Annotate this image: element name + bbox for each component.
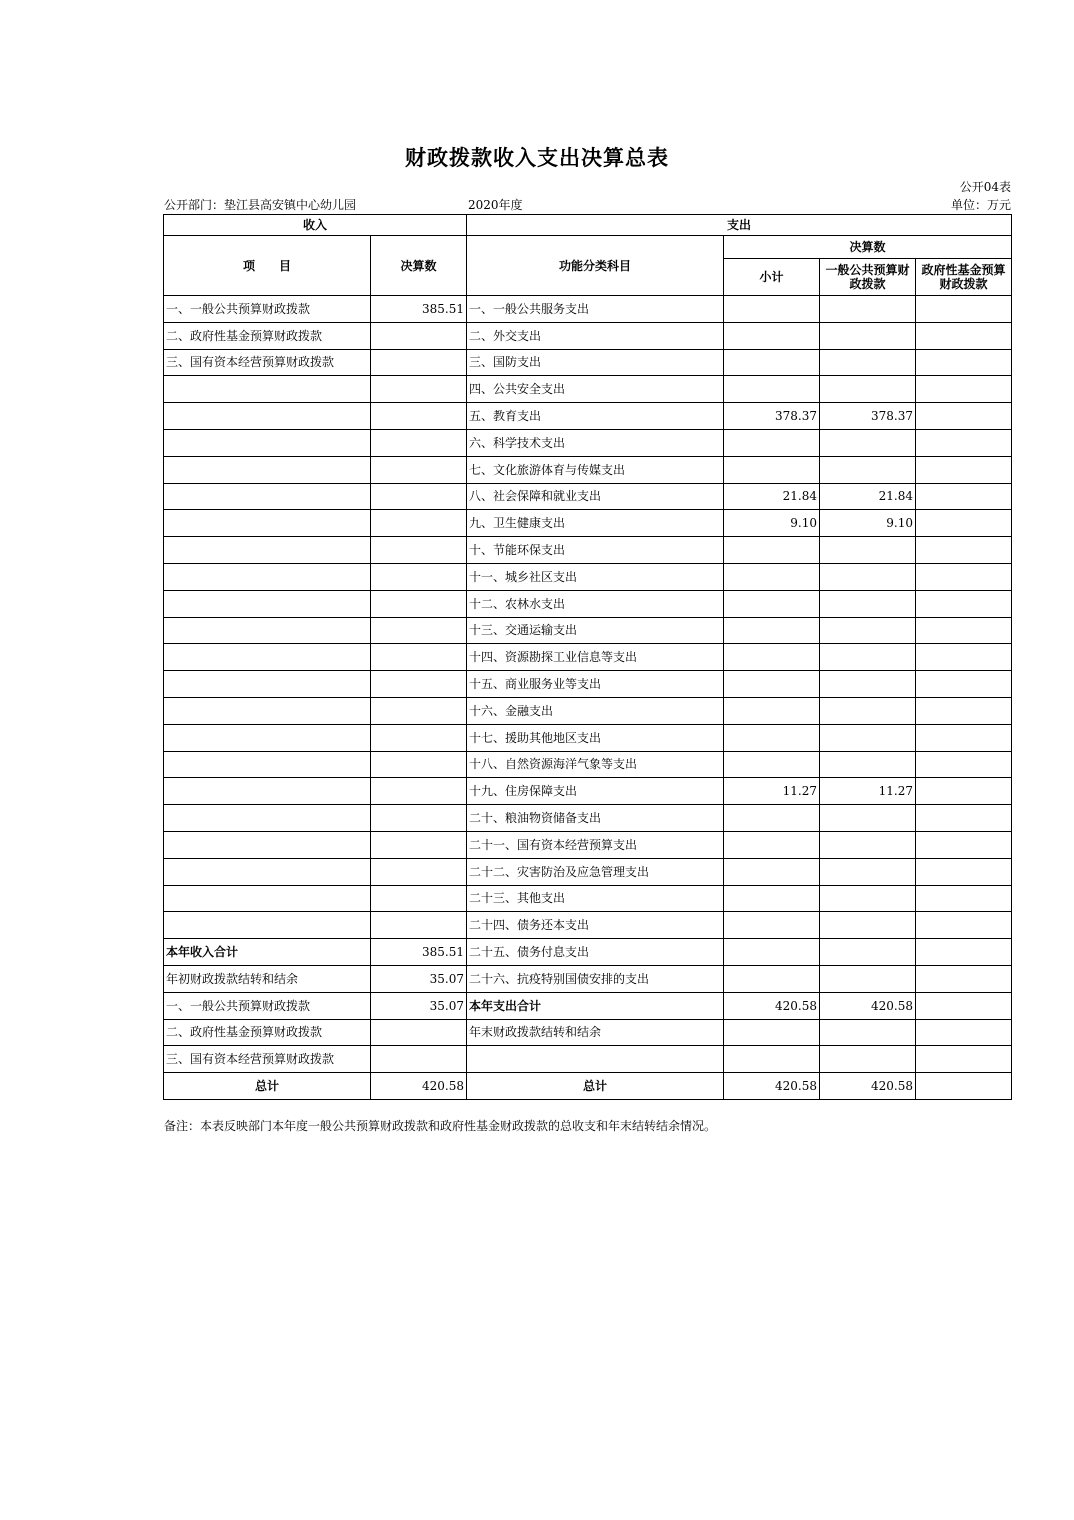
income-item <box>164 617 371 644</box>
expense-general-budget <box>820 751 916 778</box>
expense-subtotal <box>724 617 820 644</box>
unit-label: 单位：万元 <box>950 198 1011 212</box>
income-item: 一、一般公共预算财政拨款 <box>164 296 371 323</box>
expense-item: 九、卫生健康支出 <box>467 510 724 537</box>
income-item: 三、国有资本经营预算财政拨款 <box>164 349 371 376</box>
expense-gov-fund <box>916 510 1012 537</box>
table-row <box>164 724 1012 751</box>
expense-item: 十九、住房保障支出 <box>467 778 724 805</box>
expense-subtotal: 11.27 <box>724 778 820 805</box>
income-item: 二、政府性基金预算财政拨款 <box>164 1019 371 1046</box>
income-item: 本年收入合计 <box>164 939 371 966</box>
expense-gov-fund <box>916 805 1012 832</box>
expense-item: 二十一、国有资本经营预算支出 <box>467 831 724 858</box>
expense-item: 二十二、灾害防治及应急管理支出 <box>467 858 724 885</box>
expense-general-budget <box>820 617 916 644</box>
expense-gov-fund <box>916 563 1012 590</box>
income-item <box>164 885 371 912</box>
income-item <box>164 376 371 403</box>
expense-general-budget <box>820 858 916 885</box>
item-header: 项 目 <box>164 236 371 296</box>
expense-gov-fund <box>916 322 1012 349</box>
expense-header: 支出 <box>467 215 1012 236</box>
income-item <box>164 778 371 805</box>
expense-item: 十二、农林水支出 <box>467 590 724 617</box>
expense-subtotal <box>724 831 820 858</box>
income-amount <box>371 349 467 376</box>
expense-gov-fund <box>916 724 1012 751</box>
income-header: 收入 <box>164 215 467 236</box>
expense-gov-fund <box>916 939 1012 966</box>
expense-item: 二十三、其他支出 <box>467 885 724 912</box>
expense-item: 二、外交支出 <box>467 322 724 349</box>
income-total-label: 总计 <box>164 1073 371 1100</box>
expense-item: 十、节能环保支出 <box>467 537 724 564</box>
expense-gov-fund <box>916 1019 1012 1046</box>
expense-gov-fund <box>916 1046 1012 1073</box>
income-item <box>164 912 371 939</box>
income-amount <box>371 1046 467 1073</box>
income-item: 三、国有资本经营预算财政拨款 <box>164 1046 371 1073</box>
income-amount <box>371 617 467 644</box>
expense-total-label: 总计 <box>467 1073 724 1100</box>
table-row <box>164 1019 1012 1046</box>
income-item <box>164 751 371 778</box>
expense-item: 六、科学技术支出 <box>467 429 724 456</box>
expense-general-budget: 21.84 <box>820 483 916 510</box>
table-row <box>164 349 1012 376</box>
expense-subtotal <box>724 697 820 724</box>
expense-general-budget <box>820 1046 916 1073</box>
expense-item: 年末财政拨款结转和结余 <box>467 1019 724 1046</box>
expense-general-budget <box>820 376 916 403</box>
expense-general-budget <box>820 885 916 912</box>
income-item <box>164 697 371 724</box>
expense-general-budget <box>820 831 916 858</box>
income-amount: 385.51 <box>371 939 467 966</box>
income-amount <box>371 831 467 858</box>
income-item <box>164 644 371 671</box>
table-row <box>164 858 1012 885</box>
func-category-header: 功能分类科目 <box>467 236 724 296</box>
expense-subtotal <box>724 885 820 912</box>
income-item <box>164 590 371 617</box>
table-row <box>164 296 1012 323</box>
expense-subtotal: 9.10 <box>724 510 820 537</box>
expense-general-budget <box>820 697 916 724</box>
expense-general-budget <box>820 912 916 939</box>
income-amount <box>371 456 467 483</box>
expense-gov-fund <box>916 671 1012 698</box>
expense-general-budget <box>820 965 916 992</box>
expense-item: 二十、粮油物资储备支出 <box>467 805 724 832</box>
expense-item: 十一、城乡社区支出 <box>467 563 724 590</box>
expense-subtotal <box>724 456 820 483</box>
expense-subtotal <box>724 912 820 939</box>
expense-total-fund <box>916 1073 1012 1100</box>
expense-general-budget <box>820 1019 916 1046</box>
income-item <box>164 403 371 430</box>
income-amount <box>371 376 467 403</box>
expense-subtotal: 378.37 <box>724 403 820 430</box>
table-row <box>164 617 1012 644</box>
table-row <box>164 510 1012 537</box>
expense-subtotal <box>724 296 820 323</box>
expense-general-budget <box>820 456 916 483</box>
table-row <box>164 537 1012 564</box>
expense-general-budget <box>820 724 916 751</box>
expense-gov-fund <box>916 537 1012 564</box>
expense-gov-fund <box>916 885 1012 912</box>
table-row <box>164 1046 1012 1073</box>
table-row <box>164 992 1012 1019</box>
expense-gov-fund <box>916 376 1012 403</box>
expense-gov-fund <box>916 644 1012 671</box>
table-row <box>164 939 1012 966</box>
expense-subtotal <box>724 322 820 349</box>
table-row <box>164 376 1012 403</box>
expense-subtotal <box>724 724 820 751</box>
expense-subtotal: 21.84 <box>724 483 820 510</box>
income-amount <box>371 403 467 430</box>
expense-item: 一、一般公共服务支出 <box>467 296 724 323</box>
expense-subtotal <box>724 858 820 885</box>
table-row <box>164 697 1012 724</box>
expense-gov-fund <box>916 778 1012 805</box>
expense-general-budget: 9.10 <box>820 510 916 537</box>
expense-general-budget: 11.27 <box>820 778 916 805</box>
expense-general-budget: 378.37 <box>820 403 916 430</box>
table-row <box>164 831 1012 858</box>
department-label: 公开部门：垫江县高安镇中心幼儿园 <box>164 198 357 212</box>
footnote: 备注：本表反映部门本年度一般公共预算财政拨款和政府性基金财政拨款的总收支和年末结转结余情况。 <box>164 1119 717 1133</box>
table-row <box>164 671 1012 698</box>
expense-subtotal <box>724 376 820 403</box>
expense-gov-fund <box>916 483 1012 510</box>
expense-gov-fund <box>916 697 1012 724</box>
subtotal-header: 小计 <box>724 259 820 296</box>
expense-subtotal <box>724 939 820 966</box>
expense-general-budget <box>820 349 916 376</box>
income-amount <box>371 510 467 537</box>
income-item <box>164 456 371 483</box>
expense-gov-fund <box>916 992 1012 1019</box>
income-amount <box>371 483 467 510</box>
expense-item: 十八、自然资源海洋气象等支出 <box>467 751 724 778</box>
expense-gov-fund <box>916 456 1012 483</box>
income-item <box>164 429 371 456</box>
expense-subtotal <box>724 349 820 376</box>
income-item <box>164 805 371 832</box>
income-item <box>164 831 371 858</box>
expense-gov-fund <box>916 429 1012 456</box>
expense-subtotal <box>724 429 820 456</box>
expense-general-budget <box>820 590 916 617</box>
expense-general-budget: 420.58 <box>820 992 916 1019</box>
income-amount <box>371 1019 467 1046</box>
expense-item: 二十四、债务还本支出 <box>467 912 724 939</box>
income-amount <box>371 429 467 456</box>
income-total-amount: 420.58 <box>371 1073 467 1100</box>
expense-gov-fund <box>916 858 1012 885</box>
income-item <box>164 724 371 751</box>
expense-item: 十七、援助其他地区支出 <box>467 724 724 751</box>
income-amount <box>371 805 467 832</box>
income-amount <box>371 671 467 698</box>
expense-subtotal <box>724 537 820 564</box>
expense-gov-fund <box>916 751 1012 778</box>
gov-fund-header: 政府性基金预算财政拨款 <box>916 259 1012 296</box>
expense-general-budget <box>820 644 916 671</box>
expense-gov-fund <box>916 617 1012 644</box>
income-amount <box>371 885 467 912</box>
expense-item: 本年支出合计 <box>467 992 724 1019</box>
expense-subtotal <box>724 751 820 778</box>
income-amount: 385.51 <box>371 296 467 323</box>
expense-item <box>467 1046 724 1073</box>
table-row <box>164 483 1012 510</box>
general-budget-header: 一般公共预算财政拨款 <box>820 259 916 296</box>
expense-general-budget <box>820 296 916 323</box>
expense-subtotal <box>724 563 820 590</box>
table-row <box>164 805 1012 832</box>
income-item <box>164 563 371 590</box>
expense-item: 二十六、抗疫特别国债安排的支出 <box>467 965 724 992</box>
income-item <box>164 483 371 510</box>
expense-subtotal <box>724 1019 820 1046</box>
income-amount <box>371 590 467 617</box>
expense-item: 十六、金融支出 <box>467 697 724 724</box>
header-row-1 <box>164 215 1012 236</box>
expense-gov-fund <box>916 590 1012 617</box>
form-number: 公开04表 <box>959 180 1011 194</box>
expense-amount-group-header: 决算数 <box>724 236 1012 259</box>
table-row <box>164 912 1012 939</box>
expense-total-subtotal: 420.58 <box>724 1073 820 1100</box>
table-row <box>164 429 1012 456</box>
fiscal-year: 2020年度 <box>468 198 523 212</box>
table-row <box>164 563 1012 590</box>
expense-subtotal <box>724 965 820 992</box>
expense-item: 三、国防支出 <box>467 349 724 376</box>
expense-item: 四、公共安全支出 <box>467 376 724 403</box>
income-amount <box>371 724 467 751</box>
income-amount <box>371 778 467 805</box>
expense-subtotal <box>724 590 820 617</box>
expense-gov-fund <box>916 912 1012 939</box>
table-row <box>164 885 1012 912</box>
income-item: 一、一般公共预算财政拨款 <box>164 992 371 1019</box>
header-row-2 <box>164 236 1012 259</box>
expense-subtotal <box>724 671 820 698</box>
expense-general-budget <box>820 537 916 564</box>
expense-subtotal <box>724 644 820 671</box>
income-amount <box>371 322 467 349</box>
income-amount <box>371 644 467 671</box>
expense-subtotal: 420.58 <box>724 992 820 1019</box>
expense-item: 十五、商业服务业等支出 <box>467 671 724 698</box>
income-item <box>164 537 371 564</box>
income-amount <box>371 858 467 885</box>
expense-gov-fund <box>916 831 1012 858</box>
expense-total-general: 420.58 <box>820 1073 916 1100</box>
expense-general-budget <box>820 563 916 590</box>
table-row <box>164 590 1012 617</box>
income-amount-header: 决算数 <box>371 236 467 296</box>
income-item <box>164 858 371 885</box>
table-row <box>164 644 1012 671</box>
table-row <box>164 456 1012 483</box>
expense-gov-fund <box>916 403 1012 430</box>
table-row <box>164 778 1012 805</box>
expense-item: 十四、资源勘探工业信息等支出 <box>467 644 724 671</box>
income-item: 年初财政拨款结转和结余 <box>164 965 371 992</box>
table-row <box>164 751 1012 778</box>
income-amount <box>371 912 467 939</box>
expense-subtotal <box>724 805 820 832</box>
income-amount <box>371 537 467 564</box>
expense-gov-fund <box>916 296 1012 323</box>
page-title: 财政拨款收入支出决算总表 <box>405 145 669 170</box>
expense-item: 七、文化旅游体育与传媒支出 <box>467 456 724 483</box>
income-amount <box>371 751 467 778</box>
table-row <box>164 322 1012 349</box>
expense-item: 十三、交通运输支出 <box>467 617 724 644</box>
expense-general-budget <box>820 939 916 966</box>
expense-item: 五、教育支出 <box>467 403 724 430</box>
expense-gov-fund <box>916 349 1012 376</box>
income-amount <box>371 697 467 724</box>
expense-item: 二十五、债务付息支出 <box>467 939 724 966</box>
total-row <box>164 1073 1012 1100</box>
expense-subtotal <box>724 1046 820 1073</box>
income-amount: 35.07 <box>371 965 467 992</box>
table-row <box>164 403 1012 430</box>
income-item: 二、政府性基金预算财政拨款 <box>164 322 371 349</box>
expense-general-budget <box>820 671 916 698</box>
expense-general-budget <box>820 429 916 456</box>
income-item <box>164 510 371 537</box>
table-row <box>164 965 1012 992</box>
income-item <box>164 671 371 698</box>
expense-item: 八、社会保障和就业支出 <box>467 483 724 510</box>
expense-general-budget <box>820 322 916 349</box>
final-accounts-table <box>163 214 1012 1100</box>
expense-general-budget <box>820 805 916 832</box>
expense-gov-fund <box>916 965 1012 992</box>
income-amount <box>371 563 467 590</box>
income-amount: 35.07 <box>371 992 467 1019</box>
